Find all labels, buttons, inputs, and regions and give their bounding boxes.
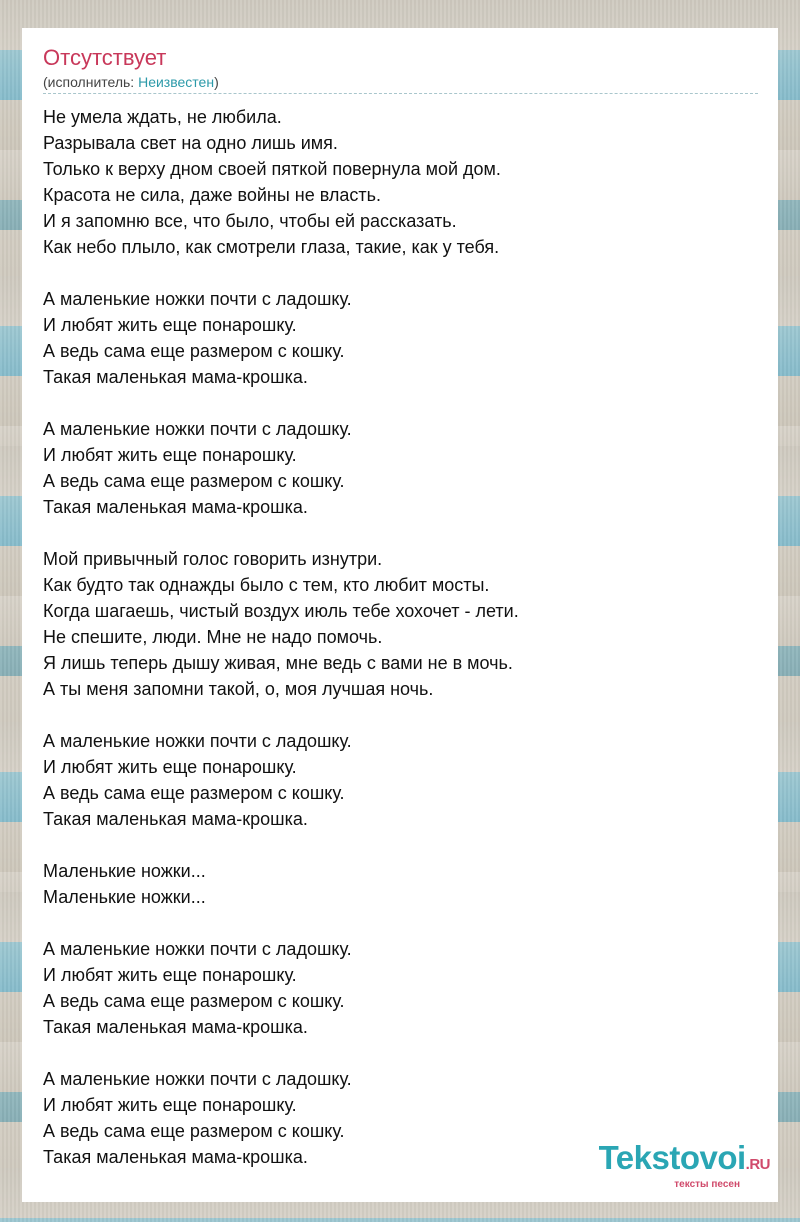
lyrics-line: А ведь сама еще размером с кошку. [43, 471, 345, 491]
lyrics-line: А ведь сама еще размером с кошку. [43, 1121, 345, 1141]
lyrics-line: И любят жить еще понарошку. [43, 1095, 297, 1115]
lyrics-line: Такая маленькая мама-крошка. [43, 809, 308, 829]
artist-line [43, 74, 219, 90]
lyrics-line: А маленькие ножки почти с ладошку. [43, 939, 352, 959]
lyrics-line: Разрывала свет на одно лишь имя. [43, 133, 338, 153]
song-title: Отсутствует [43, 45, 167, 70]
lyrics-line: Я лишь теперь дышу живая, мне ведь с вами не в мочь. [43, 653, 513, 673]
lyrics-stanza [43, 728, 758, 832]
lyrics-line: Только к верху дном своей пяткой повернула мой дом. [43, 159, 501, 179]
lyrics-line: Красота не сила, даже войны не власть. [43, 185, 382, 205]
title-divider [43, 93, 758, 94]
lyrics-line: И любят жить еще понарошку. [43, 315, 297, 335]
lyrics-text [43, 104, 758, 1170]
lyrics-line: А ведь сама еще размером с кошку. [43, 991, 345, 1011]
lyrics-line: Такая маленькая мама-крошка. [43, 1147, 308, 1167]
lyrics-line: А маленькие ножки почти с ладошку. [43, 419, 352, 439]
logo-tld: .RU [745, 1156, 770, 1173]
artist-suffix: ) [214, 74, 219, 90]
lyrics-line: А ведь сама еще размером с кошку. [43, 341, 345, 361]
lyrics-line: А маленькие ножки почти с ладошку. [43, 289, 352, 309]
lyrics-line: И я запомню все, что было, чтобы ей рассказать. [43, 211, 457, 231]
lyrics-line: Как небо плыло, как смотрели глаза, такие, как у тебя. [43, 237, 500, 257]
logo-name: Tekstovoi [598, 1139, 746, 1176]
lyrics-line: Не умела ждать, не любила. [43, 107, 282, 127]
lyrics-line: А ведь сама еще размером с кошку. [43, 783, 345, 803]
lyrics-stanza [43, 546, 758, 702]
lyrics-stanza [43, 104, 758, 260]
lyrics-line: Такая маленькая мама-крошка. [43, 367, 308, 387]
lyrics-stanza [43, 286, 758, 390]
site-logo[interactable] [599, 1141, 770, 1190]
lyrics-line: Такая маленькая мама-крошка. [43, 1017, 308, 1037]
lyrics-line: Маленькие ножки... [43, 861, 206, 881]
logo-tagline: тексты песен [674, 1179, 740, 1190]
lyrics-line: И любят жить еще понарошку. [43, 965, 297, 985]
lyrics-card [22, 28, 778, 1202]
lyrics-line: Когда шагаешь, чистый воздух июль тебе хохочет - лети. [43, 601, 519, 621]
lyrics-line: А маленькие ножки почти с ладошку. [43, 731, 352, 751]
lyrics-line: Такая маленькая мама-крошка. [43, 497, 308, 517]
lyrics-line: А маленькие ножки почти с ладошку. [43, 1069, 352, 1089]
lyrics-line: А ты меня запомни такой, о, моя лучшая ночь. [43, 679, 434, 699]
lyrics-line: И любят жить еще понарошку. [43, 757, 297, 777]
artist-prefix: (исполнитель: [43, 74, 139, 90]
artist-link[interactable]: Неизвестен [138, 74, 215, 90]
lyrics-stanza [43, 936, 758, 1040]
lyrics-line: Мой привычный голос говорить изнутри. [43, 549, 383, 569]
lyrics-line: Маленькие ножки... [43, 887, 206, 907]
lyrics-stanza [43, 858, 758, 910]
lyrics-line: Как будто так однажды было с тем, кто любит мосты. [43, 575, 490, 595]
lyrics-stanza [43, 416, 758, 520]
lyrics-line: И любят жить еще понарошку. [43, 445, 297, 465]
lyrics-line: Не спешите, люди. Мне не надо помочь. [43, 627, 383, 647]
